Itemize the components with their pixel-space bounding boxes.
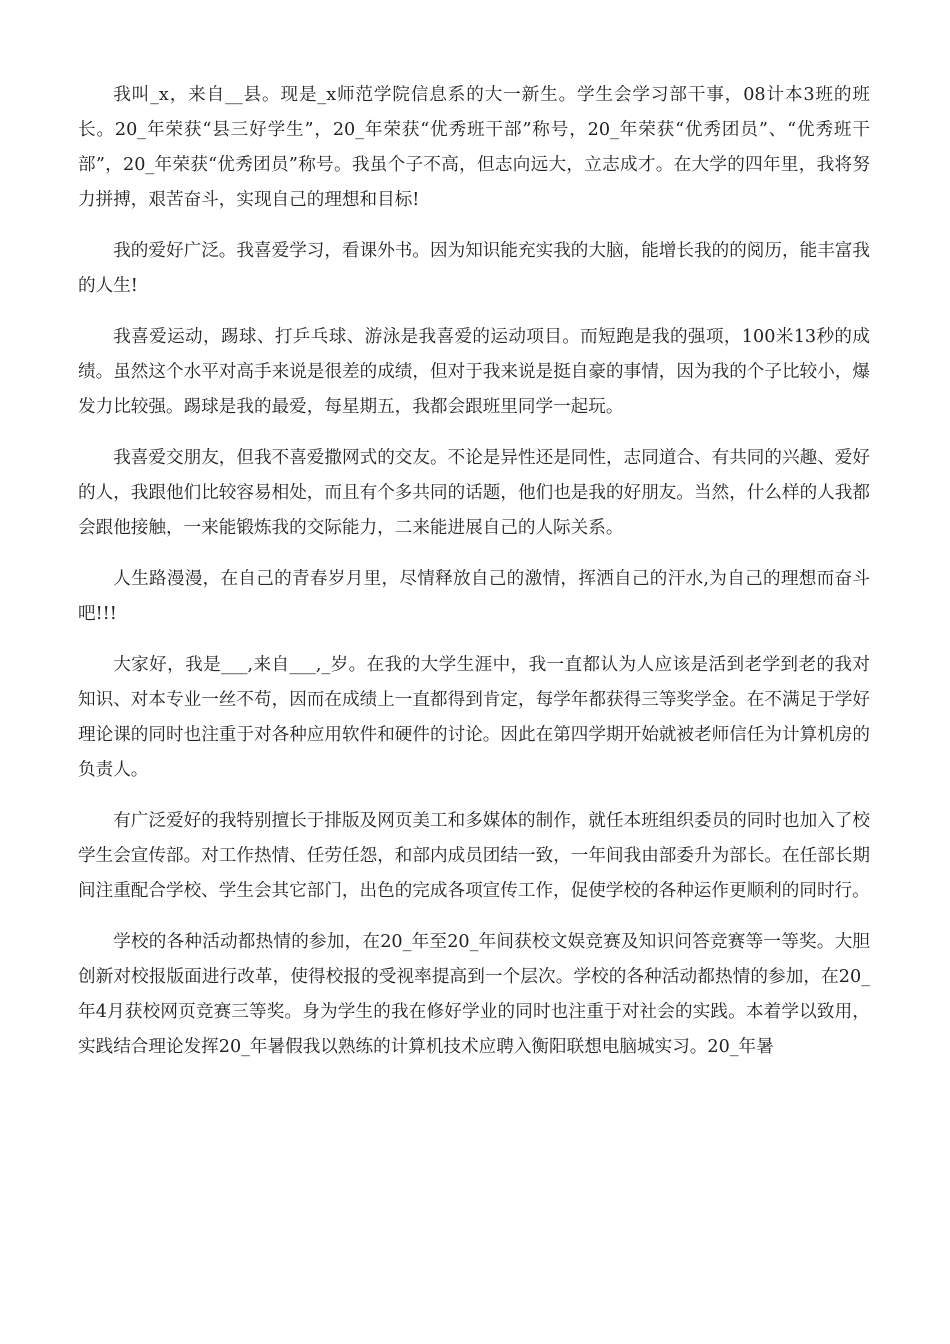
paragraph-greeting: 大家好，我是___,来自___,_岁。在我的大学生涯中，我一直都认为人应该是活到老学到老的我对知识、对本专业一丝不苟，因而在成绩上一直都得到肯定，每学年都获得三等奖学金。在不满足于学好理论课的同时也注重于对各种应用软件和硬件的讨论。因此在第四学期开始就被老师信任为计算机房的负责人。 [78, 655, 870, 780]
paragraph-self-introduction: 我叫_x，来自__县。现是_x师范学院信息系的大一新生。学生会学习部干事，08计本3班的班长。20_年荣获“县三好学生”，20_年荣获“优秀班干部”称号，20_年荣获“优秀团员”、“优秀班干部”，20_年荣获“优秀团员”称号。我虽个子不高，但志向远大，立志成才。在大学的四年里，我将努力拼搏，艰苦奋斗，实现自己的理想和目标! [78, 85, 870, 210]
paragraph-sports: 我喜爱运动，踢球、打乒乓球、游泳是我喜爱的运动项目。而短跑是我的强项，100米13秒的成绩。虽然这个水平对高手来说是很差的成绩，但对于我来说是挺自豪的事情，因为我的个子比较小，爆发力比较强。踢球是我的最爱，每星期五，我都会跟班里同学一起玩。 [78, 327, 870, 417]
paragraph-life-motto: 人生路漫漫，在自己的青春岁月里，尽情释放自己的激情，挥洒自己的汗水,为自己的理想而奋斗吧!!! [78, 569, 870, 624]
paragraph-hobbies: 我的爱好广泛。我喜爱学习，看课外书。因为知识能充实我的大脑，能增长我的的阅历，能丰富我的人生! [78, 241, 870, 296]
paragraph-friends: 我喜爱交朋友，但我不喜爱撒网式的交友。不论是异性还是同性，志同道合、有共同的兴趣、爱好的人，我跟他们比较容易相处，而且有个多共同的话题，他们也是我的好朋友。当然，什么样的人我都会跟他接触，一来能锻炼我的交际能力，二来能进展自己的人际关系。 [78, 448, 870, 538]
paragraph-student-union: 有广泛爱好的我特别擅长于排版及网页美工和多媒体的制作，就任本班组织委员的同时也加入了校学生会宣传部。对工作热情、任劳任怨，和部内成员团结一致，一年间我由部委升为部长。在任部长期间注重配合学校、学生会其它部门，出色的完成各项宣传工作，促使学校的各种运作更顺利的同时行。 [78, 811, 870, 901]
paragraph-activities: 学校的各种活动都热情的参加，在20_年至20_年间获校文娱竞赛及知识问答竞赛等一等奖。大胆创新对校报版面进行改革，使得校报的受视率提高到一个层次。学校的各种活动都热情的参加，在20_年4月获校网页竞赛三等奖。身为学生的我在修好学业的同时也注重于对社会的实践。本着学以致用，实践结合理论发挥20_年暑假我以熟练的计算机技术应聘入衡阳联想电脑城实习。20_年暑 [78, 932, 870, 1057]
document-body [78, 78, 870, 1081]
